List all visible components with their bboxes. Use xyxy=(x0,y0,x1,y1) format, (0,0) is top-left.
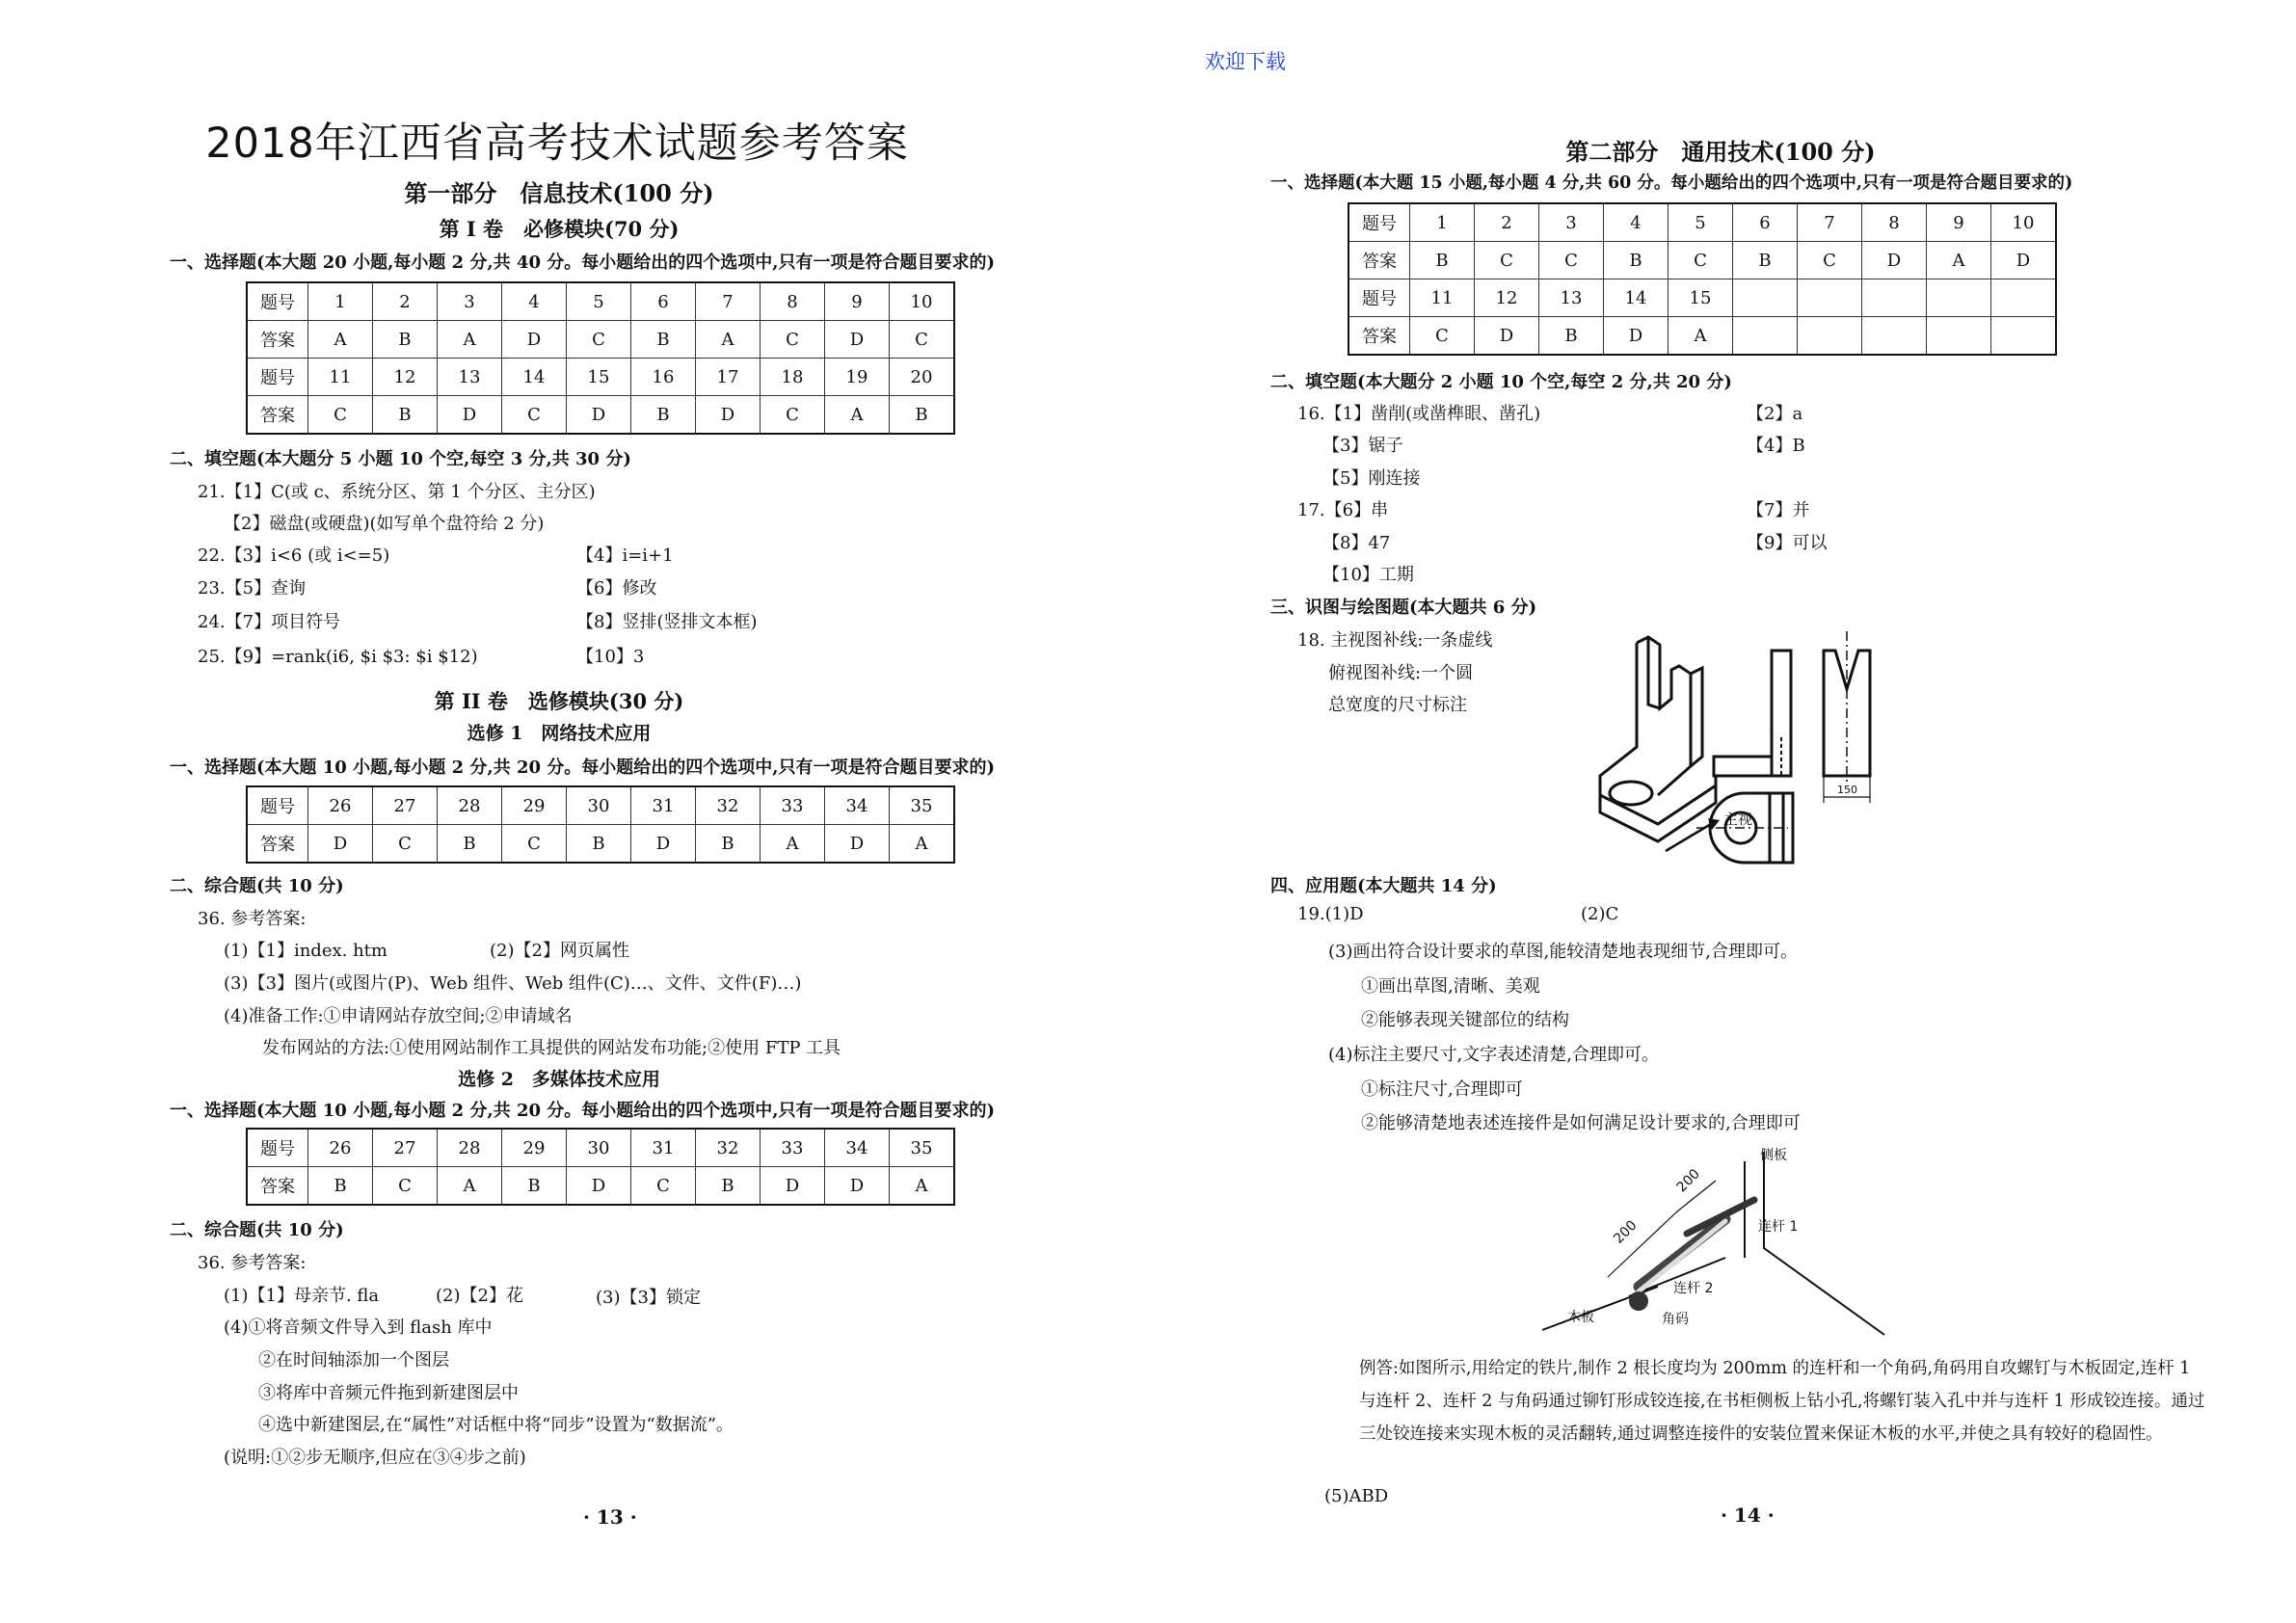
table-cell xyxy=(1733,317,1798,356)
left-opt1-comp-heading: 二、综合题(共 10 分) xyxy=(170,876,344,896)
table-cell: 2 xyxy=(373,282,438,321)
table-cell: 10 xyxy=(890,282,955,321)
table-cell: 8 xyxy=(1862,203,1927,242)
table-cell: 题号 xyxy=(1348,203,1410,242)
table-cell: 11 xyxy=(308,359,373,396)
table-cell: D xyxy=(438,396,502,435)
table-cell: 33 xyxy=(761,786,825,825)
right-fill-heading: 二、填空题(本大题分 2 小题 10 个空,每空 2 分,共 20 分) xyxy=(1270,372,1732,392)
table-cell: 16 xyxy=(631,359,696,396)
corner-bracket xyxy=(1629,1291,1648,1311)
answer-25-1: 25.【9】=rank(i6, $i $3: $i $12) xyxy=(198,647,478,667)
table-cell: 13 xyxy=(1539,279,1604,317)
mm-36-4a: (4)①将音频文件导入到 flash 库中 xyxy=(224,1317,493,1338)
mm-36-4c: ③将库中音频元件拖到新建图层中 xyxy=(258,1383,519,1403)
table-cell: D xyxy=(567,396,631,435)
net-36-label: 36. 参考答案: xyxy=(198,909,307,929)
right-drawing-heading: 三、识图与绘图题(本大题共 6 分) xyxy=(1270,598,1537,618)
table-cell: 34 xyxy=(825,786,890,825)
table-cell: A xyxy=(761,825,825,864)
table-cell: D xyxy=(825,1167,890,1206)
left-choice-heading: 一、选择题(本大题 20 小题,每小题 2 分,共 40 分。每小题给出的四个选项中,只有一项是符合题目要求的) xyxy=(170,253,996,273)
table-cell xyxy=(1927,279,1991,317)
answer-23-2: 【6】修改 xyxy=(576,578,657,599)
table-cell: 28 xyxy=(438,786,502,825)
answer-17-6: 17.【6】串 xyxy=(1297,500,1389,520)
table-cell: D xyxy=(696,396,761,435)
table-cell: C xyxy=(761,321,825,359)
left-answer-table-1 xyxy=(246,281,955,435)
table-cell: 题号 xyxy=(247,282,308,321)
table-cell: 32 xyxy=(696,1129,761,1167)
table-cell: B xyxy=(567,825,631,864)
answer-18-2: 俯视图补线:一个圆 xyxy=(1328,663,1474,683)
table-row xyxy=(1348,242,2056,279)
answer-19-4: (4)标注主要尺寸,文字表述清楚,合理即可。 xyxy=(1328,1045,1659,1065)
answer-21-1: 21.【1】C(或 c、系统分区、第 1 个分区、主分区) xyxy=(198,482,596,502)
table-cell: B xyxy=(373,321,438,359)
three-view-drawing xyxy=(1552,631,2053,867)
table-cell: 2 xyxy=(1475,203,1539,242)
table-cell: 答案 xyxy=(1348,242,1410,279)
table-cell: C xyxy=(631,1167,696,1206)
label-side-panel: 侧板 xyxy=(1760,1148,1787,1163)
table-cell: 35 xyxy=(890,786,955,825)
answer-24-1: 24.【7】项目符号 xyxy=(198,612,341,632)
watermark-text: 欢迎下载 xyxy=(1205,50,1286,73)
answer-19-1: 19.(1)D xyxy=(1297,904,1364,924)
table-cell: B xyxy=(696,1167,761,1206)
answer-19-3b: ②能够表现关键部位的结构 xyxy=(1361,1010,1569,1030)
table-cell: 9 xyxy=(825,282,890,321)
table-cell: A xyxy=(1927,242,1991,279)
label-rod-1: 连杆 1 xyxy=(1758,1219,1799,1235)
answer-17-7: 【7】并 xyxy=(1747,500,1810,520)
answer-19-4a: ①标注尺寸,合理即可 xyxy=(1361,1079,1523,1100)
dim-200-a: 200 xyxy=(1611,1217,1641,1247)
table-cell: 6 xyxy=(1733,203,1798,242)
table-cell: 17 xyxy=(696,359,761,396)
table-cell: 1 xyxy=(1410,203,1475,242)
table-cell: B xyxy=(438,825,502,864)
table-cell: B xyxy=(890,396,955,435)
table-cell xyxy=(1991,279,2057,317)
table-cell: 4 xyxy=(502,282,567,321)
part1-title: 第一部分 信息技术(100 分) xyxy=(404,179,714,207)
left-opt2-choice-heading: 一、选择题(本大题 10 小题,每小题 2 分,共 20 分。每小题给出的四个选项中,只有一项是符合题目要求的) xyxy=(170,1101,996,1121)
table-cell: B xyxy=(1604,242,1669,279)
table-cell: 题号 xyxy=(1348,279,1410,317)
table-cell: D xyxy=(308,825,373,864)
table-cell: D xyxy=(761,1167,825,1206)
table-cell: 30 xyxy=(567,786,631,825)
net-36-1: (1)【1】index. htm xyxy=(224,941,387,961)
table-cell: 18 xyxy=(761,359,825,396)
table-cell: 11 xyxy=(1410,279,1475,317)
answer-18-3: 总宽度的尺寸标注 xyxy=(1328,695,1467,715)
table-cell: B xyxy=(1539,317,1604,356)
table-cell: 7 xyxy=(696,282,761,321)
table-cell: 20 xyxy=(890,359,955,396)
answer-22-1: 22.【3】i<6 (或 i<=5) xyxy=(198,545,390,566)
table-row xyxy=(247,1129,954,1167)
front-view xyxy=(1714,651,1791,776)
table-cell: C xyxy=(761,396,825,435)
table-cell: 答案 xyxy=(1348,317,1410,356)
vol2-title: 第 II 卷 选修模块(30 分) xyxy=(434,689,684,713)
table-cell: B xyxy=(308,1167,373,1206)
table-row xyxy=(1348,203,2056,242)
label-board: 木板 xyxy=(1567,1310,1594,1325)
table-row xyxy=(247,282,954,321)
left-fill-heading: 二、填空题(本大题分 5 小题 10 个空,每空 3 分,共 30 分) xyxy=(170,449,631,469)
page-title: 2018年江西省高考技术试题参考答案 xyxy=(205,120,909,168)
table-cell: A xyxy=(890,1167,955,1206)
opt1-title: 选修 1 网络技术应用 xyxy=(467,723,652,744)
table-cell xyxy=(1862,279,1927,317)
net-36-2: (2)【2】网页属性 xyxy=(490,941,629,961)
table-cell: 题号 xyxy=(247,786,308,825)
table-cell: 7 xyxy=(1798,203,1862,242)
right-answer-table xyxy=(1348,202,2057,356)
page-number-13: · 13 · xyxy=(583,1505,637,1529)
table-cell: C xyxy=(1539,242,1604,279)
right-choice-heading: 一、选择题(本大题 15 小题,每小题 4 分,共 60 分。每小题给出的四个选项中,只有一项是符合题目要求的) xyxy=(1270,173,2073,193)
table-cell: 5 xyxy=(1669,203,1733,242)
answer-19-4b: ②能够清楚地表述连接件是如何满足设计要求的,合理即可 xyxy=(1361,1113,1801,1133)
dim-150-label: 150 xyxy=(1837,784,1857,796)
answer-23-1: 23.【5】查询 xyxy=(198,578,307,599)
table-cell: B xyxy=(696,825,761,864)
answer-19-3: (3)画出符合设计要求的草图,能较清楚地表现细节,合理即可。 xyxy=(1328,942,1798,962)
table-row xyxy=(247,359,954,396)
table-row xyxy=(1348,317,2056,356)
answer-17-9: 【9】可以 xyxy=(1747,533,1828,553)
table-cell: C xyxy=(308,396,373,435)
answer-24-2: 【8】竖排(竖排文本框) xyxy=(576,612,758,632)
table-cell: D xyxy=(1604,317,1669,356)
left-opt2-comp-heading: 二、综合题(共 10 分) xyxy=(170,1220,344,1240)
table-cell: A xyxy=(890,825,955,864)
right-app-heading: 四、应用题(本大题共 14 分) xyxy=(1270,876,1497,896)
table-cell: A xyxy=(1669,317,1733,356)
table-cell: 19 xyxy=(825,359,890,396)
table-cell: 28 xyxy=(438,1129,502,1167)
example-answer: 例答:如图所示,用给定的铁片,制作 2 根长度均为 200mm 的连杆和一个角码,角码用自攻螺钉与木板固定,连杆 1 与连杆 2、连杆 2 与角码通过铆钉形成铰连接,在书柜侧板上钻小孔,将螺钉装入孔中并与连杆 1 形成铰连接。通过三处铰连接来实现木板的灵活翻转,通过调整连接件的安装位置来保证木板的水平,并使之具有较好的稳固性。 xyxy=(1359,1359,2205,1444)
table-cell: B xyxy=(1410,242,1475,279)
table-cell xyxy=(1798,279,1862,317)
table-cell: 33 xyxy=(761,1129,825,1167)
table-row xyxy=(247,396,954,435)
answer-19-3a: ①画出草图,清晰、美观 xyxy=(1361,976,1540,997)
table-cell: 4 xyxy=(1604,203,1669,242)
table-cell: A xyxy=(308,321,373,359)
table-cell: 14 xyxy=(1604,279,1669,317)
mm-36-3: (3)【3】锁定 xyxy=(596,1288,701,1308)
answer-22-2: 【4】i=i+1 xyxy=(576,545,674,566)
table-cell: C xyxy=(1798,242,1862,279)
table-cell: 12 xyxy=(1475,279,1539,317)
net-36-5: 发布网站的方法:①使用网站制作工具提供的网站发布功能;②使用 FTP 工具 xyxy=(262,1038,841,1058)
table-cell: A xyxy=(438,1167,502,1206)
table-cell: D xyxy=(502,321,567,359)
table-cell: 35 xyxy=(890,1129,955,1167)
net-36-3: (3)【3】图片(或图片(P)、Web 组件、Web 组件(C)…、文件、文件(F)…) xyxy=(224,973,802,994)
table-cell: D xyxy=(1991,242,2057,279)
answer-21-2: 【2】磁盘(或硬盘)(如写单个盘符给 2 分) xyxy=(224,514,545,534)
mm-36-4b: ②在时间轴添加一个图层 xyxy=(258,1350,449,1370)
answer-25-2: 【10】3 xyxy=(576,647,645,667)
table-cell: C xyxy=(502,825,567,864)
table-cell: A xyxy=(696,321,761,359)
table-cell: 5 xyxy=(567,282,631,321)
table-cell: D xyxy=(825,825,890,864)
table-cell: 12 xyxy=(373,359,438,396)
table-cell: 答案 xyxy=(247,825,308,864)
left-answer-table-2 xyxy=(246,785,955,864)
top-view xyxy=(1696,793,1793,863)
cabinet-lines xyxy=(1542,1152,1884,1335)
mm-36-note: (说明:①②步无顺序,但应在③④步之前) xyxy=(224,1448,526,1468)
table-cell: C xyxy=(373,1167,438,1206)
page-number-14: · 14 · xyxy=(1721,1503,1775,1527)
table-cell: 1 xyxy=(308,282,373,321)
left-answer-table-3 xyxy=(246,1128,955,1206)
vol1-title: 第 I 卷 必修模块(70 分) xyxy=(439,217,680,241)
left-opt1-choice-heading: 一、选择题(本大题 10 小题,每小题 2 分,共 20 分。每小题给出的四个选项中,只有一项是符合题目要求的) xyxy=(170,758,996,778)
dim-200-b: 200 xyxy=(1673,1166,1703,1196)
table-cell: D xyxy=(1862,242,1927,279)
table-cell: 34 xyxy=(825,1129,890,1167)
table-cell: 14 xyxy=(502,359,567,396)
answer-16-3: 【3】锯子 xyxy=(1322,436,1403,456)
table-cell: 31 xyxy=(631,1129,696,1167)
answer-18-1: 18. 主视图补线:一条虚线 xyxy=(1297,630,1493,651)
table-cell: 3 xyxy=(438,282,502,321)
mm-36-1: (1)【1】母亲节. fla xyxy=(224,1286,380,1306)
table-cell: 26 xyxy=(308,786,373,825)
table-cell: 8 xyxy=(761,282,825,321)
table-cell: 答案 xyxy=(247,1167,308,1206)
label-corner: 角码 xyxy=(1662,1312,1689,1327)
linkage-sketch xyxy=(1533,1142,1899,1349)
table-cell: 答案 xyxy=(247,396,308,435)
table-cell: 10 xyxy=(1991,203,2057,242)
answer-16-4: 【4】B xyxy=(1747,436,1805,456)
answer-16-2: 【2】a xyxy=(1747,404,1803,424)
table-cell: C xyxy=(890,321,955,359)
table-cell: 26 xyxy=(308,1129,373,1167)
table-cell: C xyxy=(1475,242,1539,279)
table-cell: D xyxy=(631,825,696,864)
mm-36-2: (2)【2】花 xyxy=(436,1286,523,1306)
table-cell: 30 xyxy=(567,1129,631,1167)
table-cell: D xyxy=(1475,317,1539,356)
table-cell xyxy=(1798,317,1862,356)
opt2-title: 选修 2 多媒体技术应用 xyxy=(458,1069,660,1090)
isometric-bracket xyxy=(1600,637,1716,841)
table-cell: 15 xyxy=(1669,279,1733,317)
table-cell xyxy=(1733,279,1798,317)
table-row xyxy=(247,1167,954,1206)
answer-17-8: 【8】47 xyxy=(1322,533,1391,553)
table-row xyxy=(247,825,954,864)
answer-16-5: 【5】刚连接 xyxy=(1322,468,1421,489)
table-cell: 27 xyxy=(373,786,438,825)
side-view xyxy=(1824,631,1870,803)
table-cell: B xyxy=(631,321,696,359)
table-cell xyxy=(1991,317,2057,356)
table-cell xyxy=(1862,317,1927,356)
answer-16-1: 16.【1】凿削(或凿榫眼、凿孔) xyxy=(1297,404,1541,424)
answer-19-2: (2)C xyxy=(1581,904,1619,924)
table-row xyxy=(1348,279,2056,317)
main-view-label: 主视 xyxy=(1723,811,1753,828)
table-cell: 32 xyxy=(696,786,761,825)
table-cell: C xyxy=(1410,317,1475,356)
answer-17-10: 【10】工期 xyxy=(1322,565,1414,585)
table-cell: B xyxy=(631,396,696,435)
table-cell: C xyxy=(1669,242,1733,279)
table-cell: 29 xyxy=(502,786,567,825)
table-cell: C xyxy=(567,321,631,359)
table-cell: B xyxy=(502,1167,567,1206)
table-cell: B xyxy=(373,396,438,435)
table-cell: A xyxy=(438,321,502,359)
table-row xyxy=(247,786,954,825)
part2-title: 第二部分 通用技术(100 分) xyxy=(1565,138,1876,166)
table-cell: 31 xyxy=(631,786,696,825)
table-cell: 6 xyxy=(631,282,696,321)
table-cell: 答案 xyxy=(247,321,308,359)
table-cell: B xyxy=(1733,242,1798,279)
table-cell: D xyxy=(825,321,890,359)
table-cell: 13 xyxy=(438,359,502,396)
table-cell: D xyxy=(567,1167,631,1206)
table-cell: C xyxy=(502,396,567,435)
table-cell: 3 xyxy=(1539,203,1604,242)
label-rod-2: 连杆 2 xyxy=(1673,1281,1714,1296)
table-cell xyxy=(1927,317,1991,356)
table-cell: 题号 xyxy=(247,1129,308,1167)
mm-36-4d: ④选中新建图层,在“属性”对话框中将“同步”设置为“数据流”。 xyxy=(258,1415,734,1435)
table-cell: C xyxy=(373,825,438,864)
table-cell: A xyxy=(825,396,890,435)
table-cell: 9 xyxy=(1927,203,1991,242)
table-cell: 15 xyxy=(567,359,631,396)
net-36-4: (4)准备工作:①申请网站存放空间;②申请域名 xyxy=(224,1006,573,1026)
table-cell: 29 xyxy=(502,1129,567,1167)
table-cell: 题号 xyxy=(247,359,308,396)
mm-36-label: 36. 参考答案: xyxy=(198,1253,307,1273)
table-row xyxy=(247,321,954,359)
answer-19-5: (5)ABD xyxy=(1324,1486,1389,1506)
table-cell: 27 xyxy=(373,1129,438,1167)
